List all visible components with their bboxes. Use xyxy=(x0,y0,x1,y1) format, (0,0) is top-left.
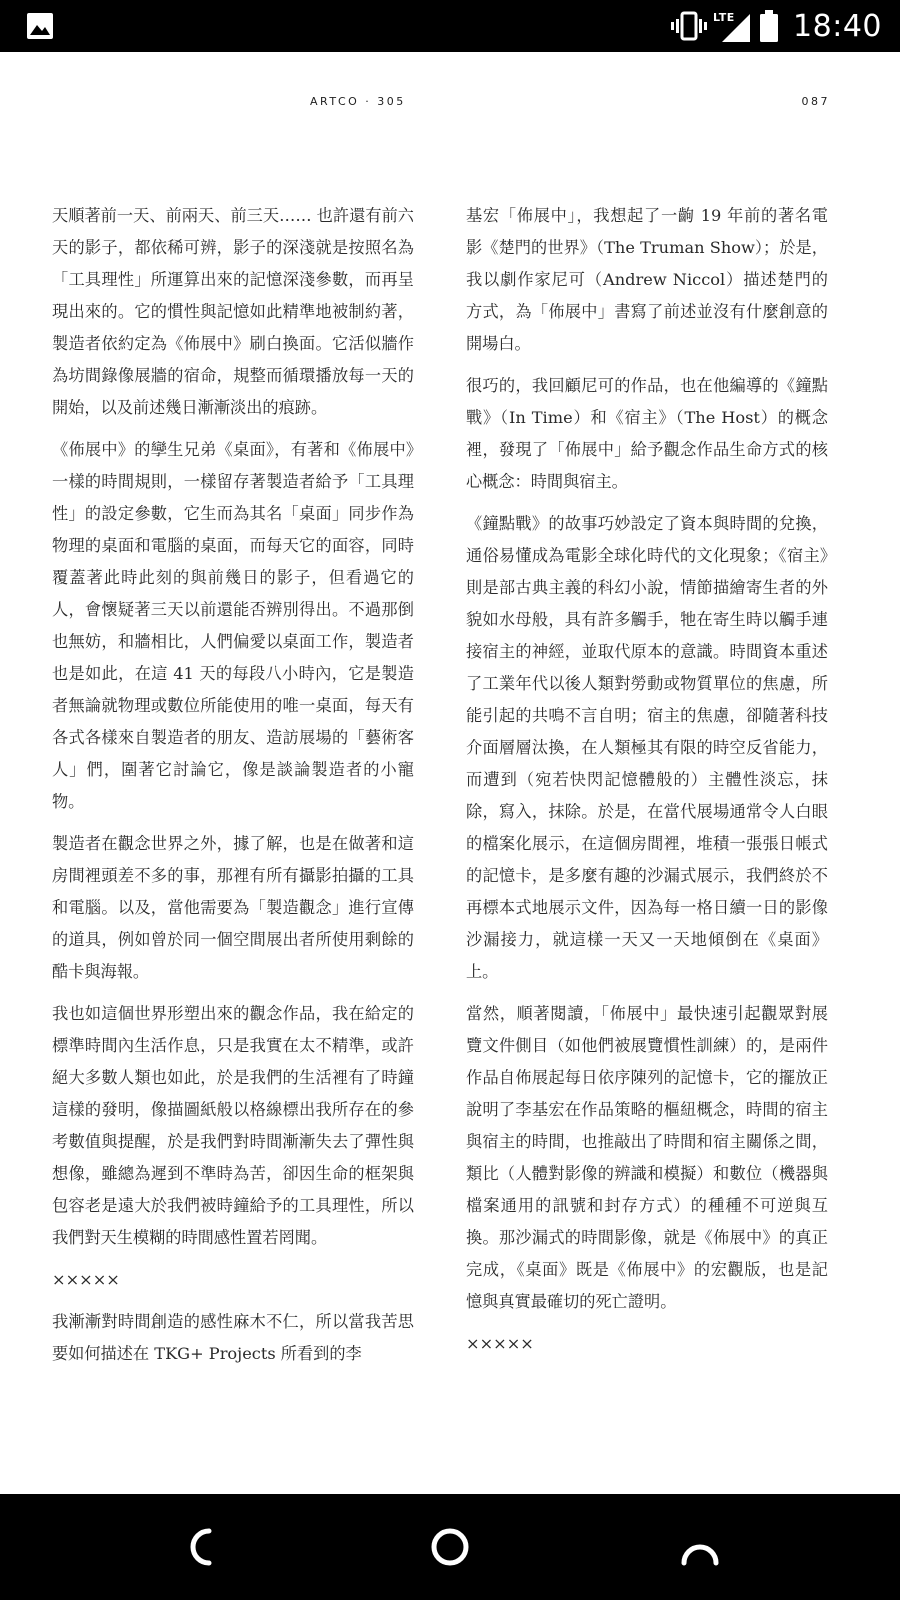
paragraph: 《佈展中》的孿生兄弟《桌面》，有著和《佈展中》一樣的時間規則，一樣留存著製造者給予「工具理性」的設定參數，它生而為其名「桌面」同步作為物理的桌面和電腦的桌面，而每天它的面容，同時覆蓋著此時此刻的與前幾日的影子，但看過它的人，會懷疑著三天以前還能否辨別得出。不過那倒也無妨，和牆相比，人們偏愛以桌面工作，製造者也是如此，在這 41 天的每段八小時內，它是製造者無論就物理或數位所能使用的唯一桌面，每天有各式各樣來自製造者的朋友、造訪展場的「藝術客人」們，圍著它討論它，像是談論製造者的小寵物。 xyxy=(52,440,414,811)
recents-button[interactable] xyxy=(675,1522,725,1572)
section-divider: ××××× xyxy=(466,1334,534,1353)
article-column-left xyxy=(52,200,414,1380)
navigation-bar xyxy=(0,1494,900,1600)
magazine-issue: ARTCO · 305 xyxy=(310,95,406,108)
paragraph: 我也如這個世界形塑出來的觀念作品，我在給定的標準時間內生活作息，只是我實在太不精準，或許絕大多數人類也如此，於是我們的生活裡有了時鐘這樣的發明，像描圖紙般以格線標出我所存在的參考數值與提醒，於是我們對時間漸漸失去了彈性與想像，雖總為遲到不準時為苦，卻因生命的框架與包容老是遠大於我們被時鐘給予的工具理性，所以我們對天生模糊的時間感性置若罔聞。 xyxy=(52,1004,414,1247)
paragraph: 我漸漸對時間創造的感性麻木不仁，所以當我苦思要如何描述在 TKG+ Projects 所看到的李 xyxy=(52,1312,414,1363)
clock: 18:40 xyxy=(793,8,882,44)
paragraph: 製造者在觀念世界之外，據了解，也是在做著和這房間裡頭差不多的事，那裡有所有攝影拍攝的工具和電腦。以及，當他需要為「製造觀念」進行宣傳的道具，例如曾於同一個空間展出者所使用剩餘的酷卡與海報。 xyxy=(52,834,414,981)
paragraph: 《鐘點戰》的故事巧妙設定了資本與時間的兌換，通俗易懂成為電影全球化時代的文化現象；《宿主》則是部古典主義的科幻小說，情節描繪寄生者的外貌如水母般，具有許多觸手，牠在寄生時以觸手連接宿主的神經，並取代原本的意識。時間資本重述了工業年代以後人類對勞動或物質單位的焦慮，所能引起的共鳴不言自明；宿主的焦慮，卻隨著科技介面層層汰換，在人類極其有限的時空反省能力，而遭到（宛若快閃記憶體般的）主體性淡忘，抹除，寫入，抹除。於是，在當代展場通常令人白眼的檔案化展示，在這個房間裡，堆積一張張日帳式的記憶卡，是多麼有趣的沙漏式展示，我們終於不再標本式地展示文件，因為每一格日續一日的影像沙漏接力，就這樣一天又一天地傾倒在《桌面》上。 xyxy=(466,514,828,981)
gallery-icon xyxy=(26,12,54,40)
section-divider: ××××× xyxy=(52,1270,120,1289)
home-button[interactable] xyxy=(425,1522,475,1572)
paragraph: 很巧的，我回顧尼可的作品，也在他編導的《鐘點戰》（In Time）和《宿主》（The Host）的概念裡，發現了「佈展中」給予觀念作品生命方式的核心概念：時間與宿主。 xyxy=(466,376,828,491)
page-number: 087 xyxy=(801,95,830,108)
status-icons xyxy=(669,0,882,52)
lte-signal xyxy=(713,9,751,43)
paragraph: 當然，順著閱讀，「佈展中」最快速引起觀眾對展覽文件側目（如他們被展覽慣性訓練）的，是兩件作品自佈展起每日依序陳列的記憶卡，它的擺放正說明了李基宏在作品策略的樞紐概念，時間的宿主與宿主的時間，也推敲出了時間和宿主關係之間，類比（人體對影像的辨識和模擬）和數位（機器與檔案通用的訊號和封存方式）的種種不可逆與互換。那沙漏式的時間影像，就是《佈展中》的真正完成，《桌面》既是《佈展中》的宏觀版，也是記憶與真實最確切的死亡證明。 xyxy=(466,1004,828,1311)
article-column-right xyxy=(466,200,828,1370)
signal-icon xyxy=(721,13,751,43)
status-bar xyxy=(0,0,900,52)
vibrate-icon xyxy=(669,11,709,41)
page-header xyxy=(0,92,900,112)
battery-icon xyxy=(759,10,779,42)
back-button[interactable] xyxy=(175,1522,225,1572)
network-type: LTE xyxy=(713,11,735,24)
paragraph: 天順著前一天、前兩天、前三天…… 也許還有前六天的影子，都依稀可辨，影子的深淺就是按照名為「工具理性」所運算出來的記憶深淺參數，而再呈現出來的。它的慣性與記憶如此精準地被制約著，製造者依約定為《佈展中》刷白換面。它活似牆作為坊間錄像展牆的宿命，規整而循環播放每一天的開始，以及前述幾日漸漸淡出的痕跡。 xyxy=(52,206,414,417)
paragraph: 基宏「佈展中」，我想起了一齣 19 年前的著名電影《楚門的世界》（The Truman Show）；於是，我以劇作家尼可（Andrew Niccol）描述楚門的方式，為「佈展中」書寫了前述並沒有什麼創意的開場白。 xyxy=(466,206,828,353)
